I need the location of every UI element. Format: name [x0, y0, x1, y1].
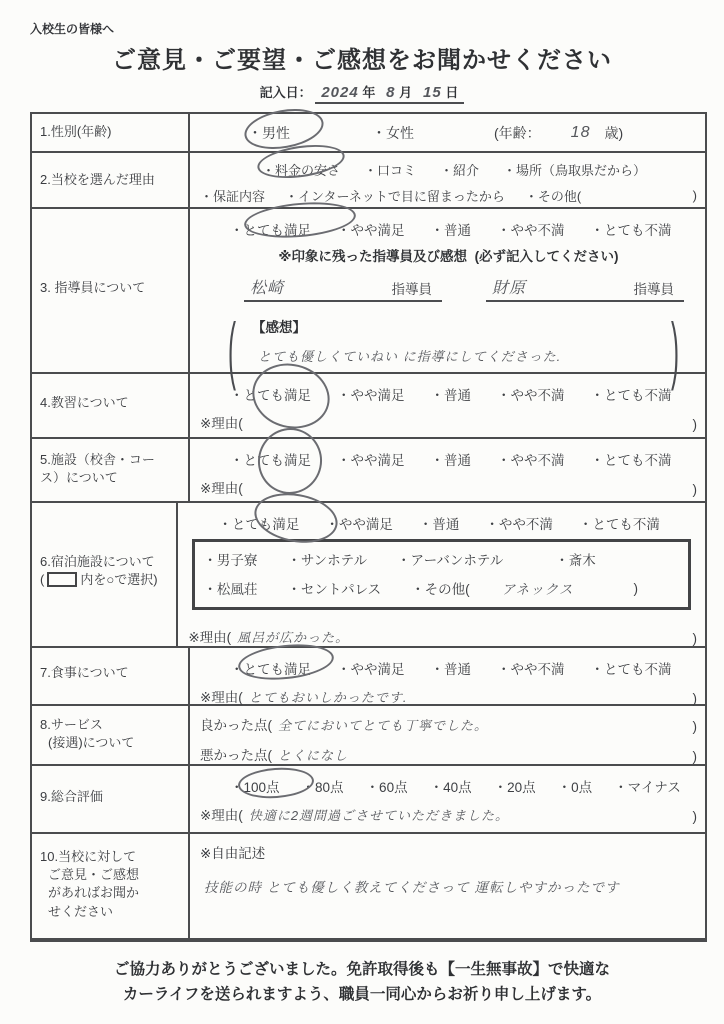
q8-good-label: 良かった点( [200, 718, 272, 733]
q3-sat-very-dissatisfied: ・とても不満 [590, 223, 672, 238]
q9-option-60: ・60点 [365, 780, 408, 795]
q3-kanso-handwritten: とても優しくていねい に指導にしてくださった. [258, 349, 562, 364]
q6-label-line1: 6.宿泊施設について [40, 554, 155, 569]
q5-sat-somewhat-dissatisfied: ・やや不満 [497, 453, 565, 468]
year-suffix: 年 [362, 85, 376, 100]
q5-label [32, 439, 190, 501]
q10-label-line2: ご意見・ご感想 [48, 867, 140, 883]
q10-label [32, 834, 190, 938]
q10-label-line4: せください [48, 903, 114, 919]
q3-sat-somewhat-dissatisfied: ・やや不満 [497, 223, 565, 238]
q6-option-urbanhotel: ・アーバンホテル [397, 553, 504, 568]
q2-option-guarantee: ・保証内容 [200, 189, 266, 204]
q9-reason-label: ※理由( [200, 808, 243, 823]
q4-sat-very-dissatisfied: ・とても不満 [590, 388, 672, 403]
q6-reason-handwritten: 風呂が広かった。 [237, 630, 350, 645]
kanso-paren-open: ( [228, 310, 236, 394]
q8-bad-close-paren: ) [692, 749, 697, 764]
q10-label-line1: 10.当校に対して [40, 849, 137, 864]
q4-sat-normal: ・普通 [430, 388, 471, 403]
q3-kanso-label: 【感想】 [252, 320, 306, 335]
q4-label: 4.教習について [32, 374, 190, 437]
q5-sat-very-satisfied: ・とても満足 [230, 453, 311, 468]
q6-sat-very-dissatisfied: ・とても不満 [578, 517, 660, 532]
q7-reason-handwritten: とてもおいしかったです. [248, 690, 408, 705]
date-year-handwritten: 2024 [321, 84, 359, 101]
q6-option-danshiryo: ・男子寮 [203, 553, 258, 568]
q3-instructor2-suffix: 指導員 [633, 282, 674, 297]
q7-sat-somewhat-dissatisfied: ・やや不満 [497, 662, 565, 677]
footer-message [0, 958, 724, 1008]
q6-label-paren: ( [40, 572, 45, 588]
q1-label: 1.性別(年齢) [32, 114, 190, 151]
q6-lodging-options-box [192, 539, 691, 610]
q9-option-100: ・100点 [230, 780, 280, 795]
q2-label: 2.当校を選んだ理由 [32, 153, 190, 207]
page-title: ご意見・ご要望・ご感想をお聞かせください [112, 47, 612, 74]
q7-close-paren: ) [692, 691, 697, 706]
q3-note: ※印象に残った指導員及び感想 [278, 249, 468, 264]
row-q4-training [32, 374, 705, 439]
q6-option-sunhotel: ・サンホテル [287, 553, 367, 568]
footer-line2: カーライフを送られますよう、職員一同心からお祈り申し上げます。 [122, 985, 602, 1003]
q4-sat-very-satisfied: ・とても満足 [230, 388, 311, 403]
q6-sat-normal: ・普通 [418, 517, 460, 532]
row-q1-gender [32, 114, 705, 153]
row-q2-reason-chosen [32, 153, 705, 209]
q2-option-price: ・料金の安さ [262, 163, 341, 178]
q9-option-0: ・0点 [557, 780, 593, 795]
date-month-handwritten: 8 [386, 84, 396, 101]
q3-instructor2-name-handwritten: 財原 [492, 280, 527, 297]
audience-note: 入校生の皆様へ [30, 22, 115, 36]
q9-option-40: ・40点 [429, 780, 472, 795]
row-q7-meals [32, 648, 705, 706]
q10-free-handwritten: 技能の時 とても優しく教えてくださって 運転しやすかったです [204, 880, 620, 895]
q6-reason-label: ※理由( [188, 630, 232, 645]
q6-option-saintpalace: ・セントパレス [287, 582, 382, 597]
q6-label-line2 [40, 571, 172, 589]
date-filled [315, 82, 464, 104]
q3-instructor1-blank [244, 275, 442, 302]
q5-close-paren: ) [692, 482, 697, 497]
q3-sat-normal: ・普通 [430, 223, 471, 238]
q6-option-shofuso: ・松風荘 [203, 582, 258, 597]
entry-date [0, 82, 724, 104]
q1-age-handwritten: 18 [570, 124, 591, 141]
q7-sat-very-dissatisfied: ・とても不満 [590, 662, 672, 677]
q9-option-minus: ・マイナス [614, 780, 681, 795]
q1-option-female: ・女性 [372, 125, 414, 141]
q10-label-line3: があればお聞か [48, 885, 140, 901]
q6-label [32, 503, 178, 646]
q6-sat-somewhat-satisfied: ・やや満足 [325, 517, 393, 532]
q3-label: 3. 指導員について [32, 209, 190, 372]
q4-close-paren: ) [692, 417, 697, 432]
q10-free-label: ※自由記述 [200, 846, 266, 861]
q8-good-handwritten: 全てにおいてとても丁寧でした。 [278, 718, 489, 733]
q2-option-other: ・その他( [524, 189, 582, 204]
q9-close-paren: ) [692, 809, 697, 824]
date-label: 記入日： [259, 85, 312, 100]
q7-sat-very-satisfied: ・とても満足 [230, 662, 311, 677]
q9-reason-handwritten: 快適に2週間過ごさせていただきました。 [248, 808, 510, 823]
row-q6-lodging [32, 503, 705, 648]
survey-form-table [30, 112, 707, 942]
row-q10-comments [32, 834, 705, 940]
q9-label: 9.総合評価 [32, 766, 190, 832]
q5-sat-very-dissatisfied: ・とても不満 [590, 453, 672, 468]
q5-reason-label: ※理由( [200, 481, 243, 496]
q7-sat-normal: ・普通 [430, 662, 471, 677]
q9-option-20: ・20点 [493, 780, 536, 795]
selection-box-glyph [47, 572, 77, 587]
q2-close-paren: ) [692, 188, 697, 203]
q5-label-line2: ス）について [40, 470, 118, 486]
q1-age-prefix: (年齢： [494, 125, 541, 141]
q3-sat-somewhat-satisfied: ・やや満足 [337, 223, 405, 238]
q3-sat-very-satisfied: ・とても満足 [230, 223, 311, 238]
q4-sat-somewhat-satisfied: ・やや満足 [337, 388, 405, 403]
q6-option-other: ・その他( [411, 582, 470, 597]
q5-label-line1: 5.施設（校舎・コー [40, 452, 155, 467]
q3-note2: (必ず記入してください) [474, 249, 619, 264]
q7-reason-label: ※理由( [200, 690, 243, 705]
q6-label-instruction: 内を○で選択) [80, 572, 158, 588]
q8-label-line2: (接遇)について [48, 735, 135, 751]
q8-bad-handwritten: とくになし [278, 748, 349, 763]
day-suffix: 日 [445, 85, 459, 100]
q6-sat-somewhat-dissatisfied: ・やや不満 [485, 517, 553, 532]
q6-box-close-paren: ) [633, 580, 638, 596]
footer-line1: ご協力ありがとうございました。免許取得後も【一生無事故】で快適な [113, 961, 610, 978]
q5-sat-normal: ・普通 [430, 453, 471, 468]
row-q5-facilities [32, 439, 705, 503]
row-q9-overall [32, 766, 705, 834]
q4-reason-label: ※理由( [200, 416, 243, 431]
q7-label: 7.食事について [32, 648, 190, 704]
q1-option-male: ・男性 [248, 125, 290, 141]
month-suffix: 月 [399, 85, 413, 100]
q3-instructor1-name-handwritten: 松崎 [250, 280, 285, 297]
q6-option-saiki: ・斎木 [555, 553, 596, 568]
kanso-paren-close: ) [671, 310, 679, 394]
q9-option-80: ・80点 [301, 780, 344, 795]
q2-option-internet: ・インターネットで目に留まったから [285, 189, 505, 204]
q2-option-referral: ・紹介 [440, 163, 480, 178]
q7-sat-somewhat-satisfied: ・やや満足 [337, 662, 405, 677]
q3-instructor1-suffix: 指導員 [391, 282, 432, 297]
row-q8-service [32, 706, 705, 766]
row-q3-instructors [32, 209, 705, 394]
q1-age-suffix: 歳) [604, 125, 624, 141]
q8-label-line1: 8.サービス [40, 717, 103, 732]
q6-close-paren: ) [692, 631, 697, 646]
q5-sat-somewhat-satisfied: ・やや満足 [337, 453, 405, 468]
q2-option-kuchikomi: ・口コミ [364, 163, 417, 178]
q8-good-close-paren: ) [692, 719, 697, 734]
q8-label [32, 706, 190, 764]
q3-instructor2-blank [486, 275, 684, 302]
date-day-handwritten: 15 [423, 84, 442, 101]
q2-option-location: ・場所（鳥取県だから） [503, 163, 647, 178]
q6-other-handwritten: アネックス [501, 582, 574, 597]
q8-bad-label: 悪かった点( [200, 748, 272, 763]
q4-sat-somewhat-dissatisfied: ・やや不満 [497, 388, 565, 403]
q6-sat-very-satisfied: ・とても満足 [218, 517, 300, 532]
